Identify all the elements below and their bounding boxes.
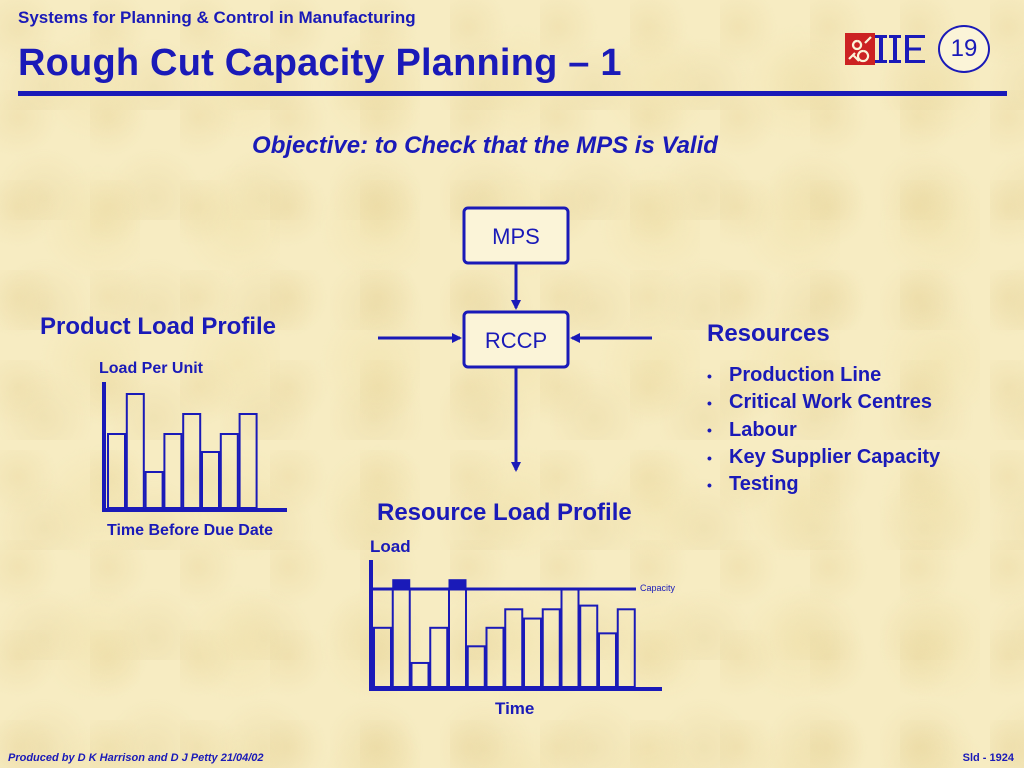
product-load-bar — [164, 434, 181, 508]
bullet-icon: • — [707, 394, 712, 411]
product-load-heading: Product Load Profile — [40, 313, 277, 340]
resource-load-heading: Resource Load Profile — [377, 499, 632, 526]
capacity-label: Capacity — [640, 583, 676, 593]
product-load-bar — [183, 414, 200, 508]
resource-load-bar — [562, 589, 579, 687]
resource-load-bar — [374, 628, 391, 687]
resource-item-label: Critical Work Centres — [729, 391, 933, 414]
resource-load-y-label: Load — [370, 537, 411, 556]
slide-title: Rough Cut Capacity Planning – 1 — [18, 42, 622, 84]
bullet-icon: • — [707, 476, 712, 493]
resource-item-label: Testing — [729, 473, 799, 496]
resource-item-label: Key Supplier Capacity — [729, 446, 941, 469]
product-load-y-label: Load Per Unit — [99, 360, 204, 377]
resources-heading: Resources — [707, 320, 830, 347]
resource-load-bars — [374, 580, 635, 687]
resources-list — [707, 362, 940, 498]
objective-text: Objective: to Check that the MPS is Valid — [252, 132, 718, 159]
resource-load-bar — [468, 646, 485, 687]
list-item — [707, 444, 940, 471]
resource-load-bar — [580, 606, 597, 687]
product-load-bar — [108, 434, 125, 508]
product-load-x-label: Time Before Due Date — [107, 522, 273, 539]
resource-load-bar — [543, 609, 560, 687]
mps-box-label: MPS — [492, 224, 540, 249]
resource-load-bar — [599, 633, 616, 687]
course-subtitle: Systems for Planning & Control in Manufacturing — [18, 8, 416, 27]
product-load-bar — [127, 394, 144, 508]
bullet-icon: • — [707, 422, 712, 439]
resource-load-bar — [618, 609, 635, 687]
resource-load-bar — [505, 609, 522, 687]
rccp-box-label: RCCP — [484, 328, 548, 353]
footer-credit: Produced by D K Harrison and D J Petty 21/04/02 — [8, 752, 264, 764]
resource-load-bar — [430, 628, 447, 687]
resource-item-label: Labour — [729, 418, 797, 441]
resource-load-bar — [449, 589, 466, 687]
resource-load-bar — [412, 663, 429, 687]
slide-number: 19 — [950, 35, 978, 62]
resource-load-x-label: Time — [495, 699, 535, 718]
product-load-bars — [108, 394, 257, 508]
list-item — [707, 389, 940, 416]
bullet-icon: • — [707, 367, 712, 384]
resource-load-bar — [393, 589, 410, 687]
footer-slide-id: Sld - 1924 — [962, 752, 1014, 764]
product-load-bar — [221, 434, 238, 508]
bullet-icon: • — [707, 449, 712, 466]
product-load-bar — [146, 472, 163, 508]
resource-item-label: Production Line — [729, 364, 882, 387]
product-load-bar — [240, 414, 257, 508]
list-item — [707, 362, 940, 389]
list-item — [707, 417, 940, 444]
resource-load-bar — [524, 619, 541, 687]
product-load-bar — [202, 452, 219, 508]
list-item — [707, 471, 940, 498]
resource-load-bar — [487, 628, 504, 687]
